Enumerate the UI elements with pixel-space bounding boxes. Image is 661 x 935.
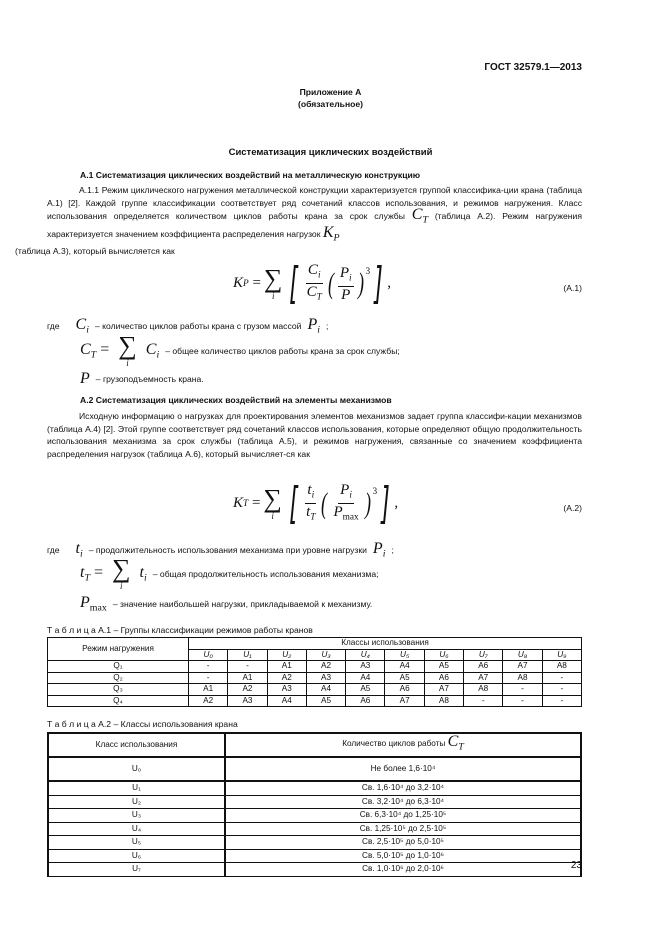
column-header: Количество циклов работы $C_T$ (225, 733, 581, 757)
table-cell: A4 (267, 695, 306, 707)
column-header: U₆ (424, 649, 463, 661)
table-cell: A4 (306, 684, 345, 696)
table-row (48, 757, 581, 781)
table-cell: A6 (424, 672, 463, 684)
table-cell: Не более 1,6·10⁴ (225, 757, 581, 781)
column-header: U₀ (189, 649, 228, 661)
table-cell: - (189, 661, 228, 673)
table-row (48, 822, 581, 836)
table-cell: A5 (385, 672, 424, 684)
row-header: Q₂ (48, 672, 189, 684)
table-cell: A8 (542, 661, 581, 673)
table-cell: A3 (306, 672, 345, 684)
table-cell: A8 (503, 672, 542, 684)
column-header: U₃ (306, 649, 345, 661)
column-header: U₈ (503, 649, 542, 661)
column-header: U₉ (542, 649, 581, 661)
table-cell: Св. 1,0·10⁶ до 2,0·10⁶ (225, 863, 581, 877)
table-cell: A5 (346, 684, 385, 696)
paragraph-a1-1 (15, 184, 582, 258)
table-row (48, 672, 582, 684)
table-cell: A4 (385, 661, 424, 673)
table-cell: A2 (306, 661, 345, 673)
table-cell: Св. 6,3·10⁴ до 1,25·10⁵ (225, 809, 581, 823)
appendix-title: Приложение А (299, 87, 362, 97)
table-row (48, 836, 581, 850)
table-cell: A1 (189, 684, 228, 696)
definition-tt: $t_T$ = ∑ i $t_i$ – общая продолжительность использования механизма; (80, 554, 379, 591)
table-row (48, 661, 582, 673)
table-cell: A7 (464, 672, 503, 684)
row-header: Q₄ (48, 695, 189, 707)
table-cell: - (542, 672, 581, 684)
table-row (48, 849, 581, 863)
standard-number: ГОСТ 32579.1—2013 (484, 62, 582, 73)
table-cell: A1 (267, 661, 306, 673)
table-cell: A3 (267, 684, 306, 696)
row-header: Q₁ (48, 661, 189, 673)
definition-p: P – грузоподъемность крана. (80, 370, 204, 387)
table-a2 (47, 732, 582, 877)
table-cell: Св. 1,6·10⁴ до 3,2·10⁴ (225, 781, 581, 795)
column-header: U₇ (464, 649, 503, 661)
definition-ci: где $C_i$ – количество циклов работы крана с грузом массой $P_i$ ; (47, 316, 329, 336)
table-cell: A7 (385, 695, 424, 707)
table-cell: U₀ (48, 757, 225, 781)
table-a1-caption: Т а б л и ц а А.1 – Группы классификации режимов работы кранов (47, 625, 313, 635)
text: (таблица А.3), который вычисляется как (15, 246, 175, 257)
table-cell: U₇ (48, 863, 225, 877)
formula-a1: K P = ∑ i [ $\frac{C_i}{C_T}$ ( $\frac{P_i}{P}$ ) $^3$ ] , (233, 257, 392, 309)
table-a1 (47, 637, 582, 707)
table-cell: A6 (464, 661, 503, 673)
main-title: Систематизация циклических воздействий (228, 147, 433, 158)
definition-ti: где $t_i$ – продолжительность использования механизма при уровне нагрузки $P_i$ ; (47, 540, 394, 560)
table-cell: A7 (424, 684, 463, 696)
section-a1-heading: А.1 Систематизация циклических воздействий на металлическую конструкцию (80, 170, 421, 180)
table-cell: A6 (346, 695, 385, 707)
table-cell: A2 (228, 684, 267, 696)
equation-number-a2: (А.2) (563, 503, 582, 513)
column-header: U₄ (346, 649, 385, 661)
page-number: 23 (570, 860, 582, 871)
table-row (48, 695, 582, 707)
table-cell: A1 (228, 672, 267, 684)
column-header: Режим нагружения (48, 638, 189, 661)
table-cell: A8 (464, 684, 503, 696)
table-cell: U₄ (48, 822, 225, 836)
table-a2-caption: Т а б л и ц а А.2 – Классы использования крана (47, 719, 238, 729)
table-cell: Св. 1,25·10⁵ до 2,5·10⁵ (225, 822, 581, 836)
table-cell: - (189, 672, 228, 684)
table-cell: - (503, 684, 542, 696)
appendix-status: (обязательное) (297, 99, 364, 109)
text: А.1.1 Режим циклического нагружения металлической конструкции характеризуется группой классифика-ции крана (таблица А.1) [2]. Каждой группе классификации соответствует ряд сочетаний классов использования, и режимов нагружения. Класс использования определяется количеством циклов работы крана за срок службы (47, 185, 582, 222)
formula-a2: K T = ∑ i [ $\frac{t_i}{t_T}$ ( $\frac{P_i}{P_{max}}$ ) $^3$ ] , (233, 477, 399, 529)
table-cell: A8 (424, 695, 463, 707)
section-a2-heading: А.2 Систематизация циклических воздействий на элементы механизмов (80, 395, 392, 405)
table-cell: U₅ (48, 836, 225, 850)
table-cell: A2 (267, 672, 306, 684)
table-cell: - (464, 695, 503, 707)
column-header: U₂ (267, 649, 306, 661)
table-cell: Св. 5,0·10⁵ до 1,0·10⁶ (225, 849, 581, 863)
table-row (48, 863, 581, 877)
table-row (48, 795, 581, 809)
math-kp: $K_P$ (322, 224, 340, 244)
table-cell: U₂ (48, 795, 225, 809)
column-header: Класс использования (48, 733, 225, 757)
table-cell: - (542, 695, 581, 707)
definition-ct: $C_T$ = ∑ i $C_i$ – общее количество циклов работы крана за срок службы; (80, 331, 400, 368)
table-cell: U₃ (48, 809, 225, 823)
math-ct: $C_T$ (411, 206, 428, 226)
table-cell: U₁ (48, 781, 225, 795)
text: (таблица А.2). Режим нагружения характеризуется значением коэффициента распределения нагрузок (47, 211, 582, 240)
table-cell: A2 (189, 695, 228, 707)
table-cell: - (542, 684, 581, 696)
table-cell: A6 (385, 684, 424, 696)
definition-pmax: $P_{max}$ – значение наибольшей нагрузки, прикладываемой к механизму. (80, 594, 373, 614)
table-cell: A3 (228, 695, 267, 707)
table-cell: A5 (424, 661, 463, 673)
table-row (48, 781, 581, 795)
column-header: U₅ (385, 649, 424, 661)
column-header: U₁ (228, 649, 267, 661)
table-cell: A7 (503, 661, 542, 673)
table-cell: A4 (346, 672, 385, 684)
table-cell: A5 (306, 695, 345, 707)
table-row (48, 809, 581, 823)
equation-number-a1: (А.1) (563, 283, 582, 293)
column-header: Классы использования (189, 638, 582, 650)
row-header: Q₃ (48, 684, 189, 696)
table-cell: Св. 3,2·10⁴ до 6,3·10⁴ (225, 795, 581, 809)
table-cell: - (228, 661, 267, 673)
table-cell: U₆ (48, 849, 225, 863)
table-cell: Св. 2,5·10⁵ до 5,0·10⁵ (225, 836, 581, 850)
table-cell: - (503, 695, 542, 707)
table-row (48, 684, 582, 696)
paragraph-a2: Исходную информацию о нагрузках для проектирования элементов механизмов задает группа классифи-кации механизмов (таблица А.4) [2]. Этой группе соответствует ряд сочетаний классов использования, которые определяют общую продолжительность использования механизма за срок службы (таблица А.5), и режимов нагружения, связанные со значением коэффициента распределения нагрузок (таблица А.6), который вычисляет-ся как (47, 411, 582, 459)
table-cell: A3 (346, 661, 385, 673)
